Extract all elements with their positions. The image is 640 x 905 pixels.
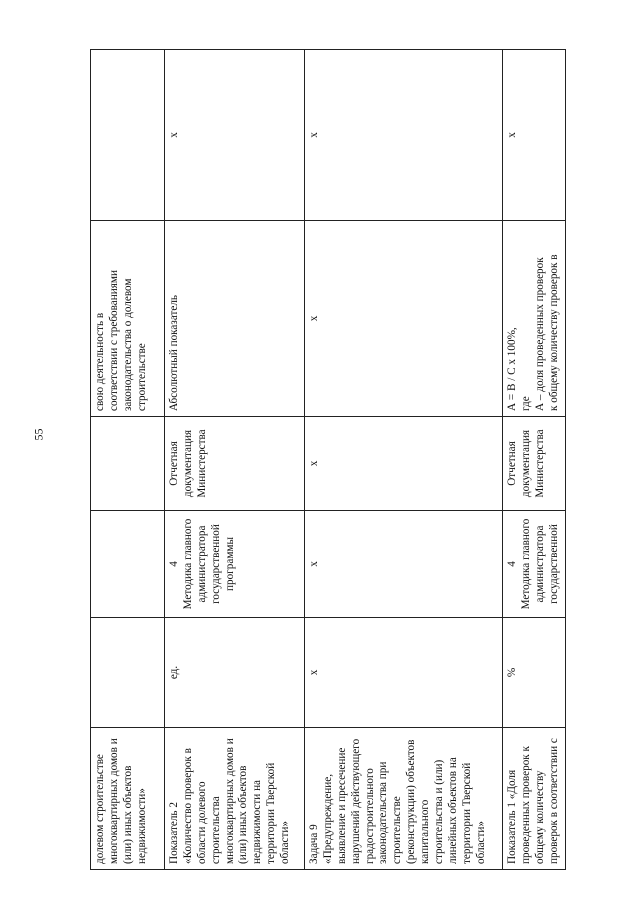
value-cell: x <box>305 511 503 618</box>
value-cell: 4 Методика главного администратора государственной программы <box>165 511 305 618</box>
unit-cell: x <box>305 618 503 728</box>
table-row <box>165 50 305 870</box>
extra-cell: x <box>165 50 305 221</box>
extra-cell: x <box>305 50 503 221</box>
indicator-table <box>90 49 566 870</box>
table-row <box>305 50 503 870</box>
source-cell <box>91 417 165 511</box>
table-row <box>91 50 165 870</box>
indicator-cell: долевом строительстве многоквартирных домов и (или) иных объектов недвижимости» <box>91 728 165 870</box>
rotated-table-wrapper <box>90 50 560 870</box>
value-cell <box>91 511 165 618</box>
indicator-cell: Задача 9 «Предупреждение, выявление и пресечение нарушений действующего градостроительного законодательства при строительстве (реконструкции) объектов капитального строительства и (или) линейных объектов на территории Тверской области» <box>305 728 503 870</box>
formula-cell: x <box>305 221 503 417</box>
formula-cell: Абсолютный показатель <box>165 221 305 417</box>
formula-cell: свою деятельность в соответствии с требованиями законодательства о долевом строительстве <box>91 221 165 417</box>
source-cell: x <box>305 417 503 511</box>
source-cell: Отчетная документация Министерства <box>503 417 566 511</box>
value-cell: 4 Методика главного администратора государственной <box>503 511 566 618</box>
page-number: 55 <box>31 428 46 441</box>
source-cell: Отчетная документация Министерства <box>165 417 305 511</box>
indicator-cell: Показатель 1 «Доля проведенных проверок к общему количеству проверок в соответствии с <box>503 728 566 870</box>
unit-cell: % <box>503 618 566 728</box>
unit-cell: ед. <box>165 618 305 728</box>
extra-cell <box>91 50 165 221</box>
formula-cell: А = В / С х 100%, где А – доля проведенных проверок к общему количеству проверок в <box>503 221 566 417</box>
extra-cell: x <box>503 50 566 221</box>
table-row <box>503 50 566 870</box>
unit-cell <box>91 618 165 728</box>
indicator-cell: Показатель 2 «Количество проверок в области долевого строительства многоквартирных домов и (или) иных объектов недвижимости на территории Тверской области» <box>165 728 305 870</box>
